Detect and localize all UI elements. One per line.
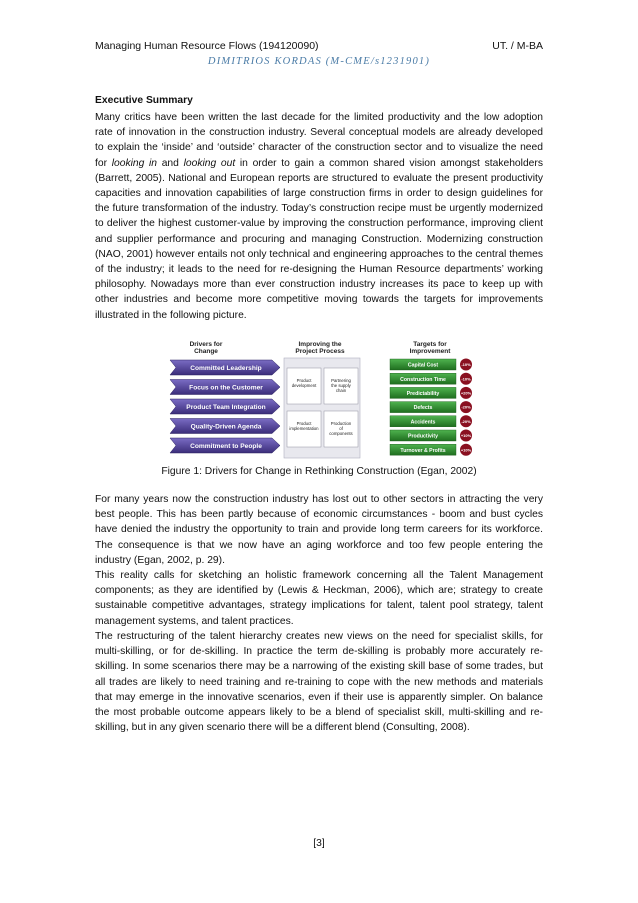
figure-caption: Figure 1: Drivers for Change in Rethinking Construction (Egan, 2002) xyxy=(161,466,477,477)
para1-emphasis-looking-out: looking out xyxy=(183,157,236,169)
target-label: Defects xyxy=(413,405,433,412)
drivers-heading-line2: Change xyxy=(194,348,218,355)
target-value: -10% xyxy=(461,376,471,382)
course-title: Managing Human Resource Flows (194120090) xyxy=(95,40,319,52)
target-value: -20% xyxy=(461,418,471,424)
target-label: Predictability xyxy=(406,391,440,397)
driver-label: Quality-Driven Agenda xyxy=(190,423,262,431)
target-value: +20% xyxy=(460,390,472,396)
para1-emphasis-looking-in: looking in xyxy=(111,157,158,169)
figure-diagram xyxy=(168,338,476,460)
target-value: -20% xyxy=(461,404,471,410)
process-box-label: Production of components xyxy=(329,421,353,436)
drivers-list xyxy=(170,360,280,453)
target-label: Construction Time xyxy=(400,376,446,383)
para1-text-b: and xyxy=(157,157,184,169)
page-number: [3] xyxy=(313,838,325,849)
page-header xyxy=(95,40,543,52)
paragraph-talent-framework: This reality calls for sketching an holistic framework concerning all the Talent Management components; as they are identified by (Lewis & Heckman, 2006), which are; strategy to create sustainable competitive advantages, strategy implications for talent, talent pool strategy, talent management systems, and talent practices. xyxy=(95,570,543,627)
process-box-label: Product implementation xyxy=(289,421,319,431)
target-value: +10% xyxy=(460,447,472,453)
target-value: -10% xyxy=(461,362,471,368)
driver-label: Focus on the Customer xyxy=(189,384,263,392)
para1-text-c: in order to gain a common shared vision amongst stakeholders (Barrett, 2005). National and European reports are structured to evaluate the present productivity capacities and innovation capabilities of large construction firms in order to design guidelines for the future transformation of the industry. Today’s construction recipe must be urgently modernized to deliver the highest customer-value by improving the construction performance, improving client and supplier performance and procuring and managing Construction. Modernizing construction (NAO, 2001) however entails not only technical and engineering approaches to the central themes of the industry; it leads to the need for re-designing the Human Resource departments’ working philosophy. Nowadays more than ever construction industry increases its pace to keep up with other industries and become more competitive moving towards the targets for improvements illustrated in the following picture. xyxy=(95,157,543,321)
target-label: Productivity xyxy=(408,433,438,440)
paragraph-skills: The restructuring of the talent hierarchy creates new views on the need for specialist skills, for multi-skilling, or for de-skilling. In practice the term de-skilling is probably more accurately re-skilling. In some scenarios there may be a narrowing of the existing skill base of some trades, but all trades are likely to need training and re-training to cope with the new methods and materials that may emerge in the innovative scenarios, even if their use is apparently simpler. On balance the most probable outcome appears likely to be a blend of specialist skill, multi-skilling and re-skilling, but in any given scenario there will be a different blend (Consulting, 2008). xyxy=(95,631,543,734)
section-title: Executive Summary xyxy=(95,95,193,106)
target-value: +10% xyxy=(460,433,472,439)
para1-text-a: Many critics have been written the last decade for the limited productivity and the low adoption rate of innovation in the construction industry. Several conceptual models are already developed to explain the ‘inside’ and ‘outside’ character of the construction sector and to visualize the need for xyxy=(95,112,543,169)
process-box-label: Product development xyxy=(291,378,317,388)
drivers-heading-line1: Drivers for xyxy=(189,341,223,348)
targets-heading-line2: Improvement xyxy=(409,348,451,355)
driver-label: Committed Leadership xyxy=(190,365,262,372)
drivers-for-change-figure xyxy=(168,338,476,460)
process-heading-line2: Project Process xyxy=(295,348,345,355)
process-heading-line1: Improving the xyxy=(298,341,342,348)
process-box-label: Partnering the supply chain xyxy=(331,378,351,393)
target-label: Turnover & Profits xyxy=(400,447,446,454)
driver-label: Commitment to People xyxy=(190,443,262,450)
author-line: DIMITRIOS KORDAS (M-CME/s1231901) xyxy=(207,56,431,67)
paragraph-intro xyxy=(95,110,543,323)
program-label: UT. / M-BA xyxy=(492,40,543,52)
targets-list xyxy=(390,359,472,456)
driver-label: Product Team Integration xyxy=(186,404,266,411)
target-label: Capital Cost xyxy=(407,362,439,369)
target-label: Accidents xyxy=(410,419,436,426)
targets-heading-line1: Targets for xyxy=(413,341,447,348)
paragraph-workforce: For many years now the construction industry has lost out to other sectors in attracting the very best people. This has been partly because of economic circumstances - boom and bust cycles have denied the industry the opportunity to train and provide long term careers for its workforce. The consequence is that we now have an aging workforce and too few people entering the industry (Egan, 2002, p. 29). xyxy=(95,494,543,566)
